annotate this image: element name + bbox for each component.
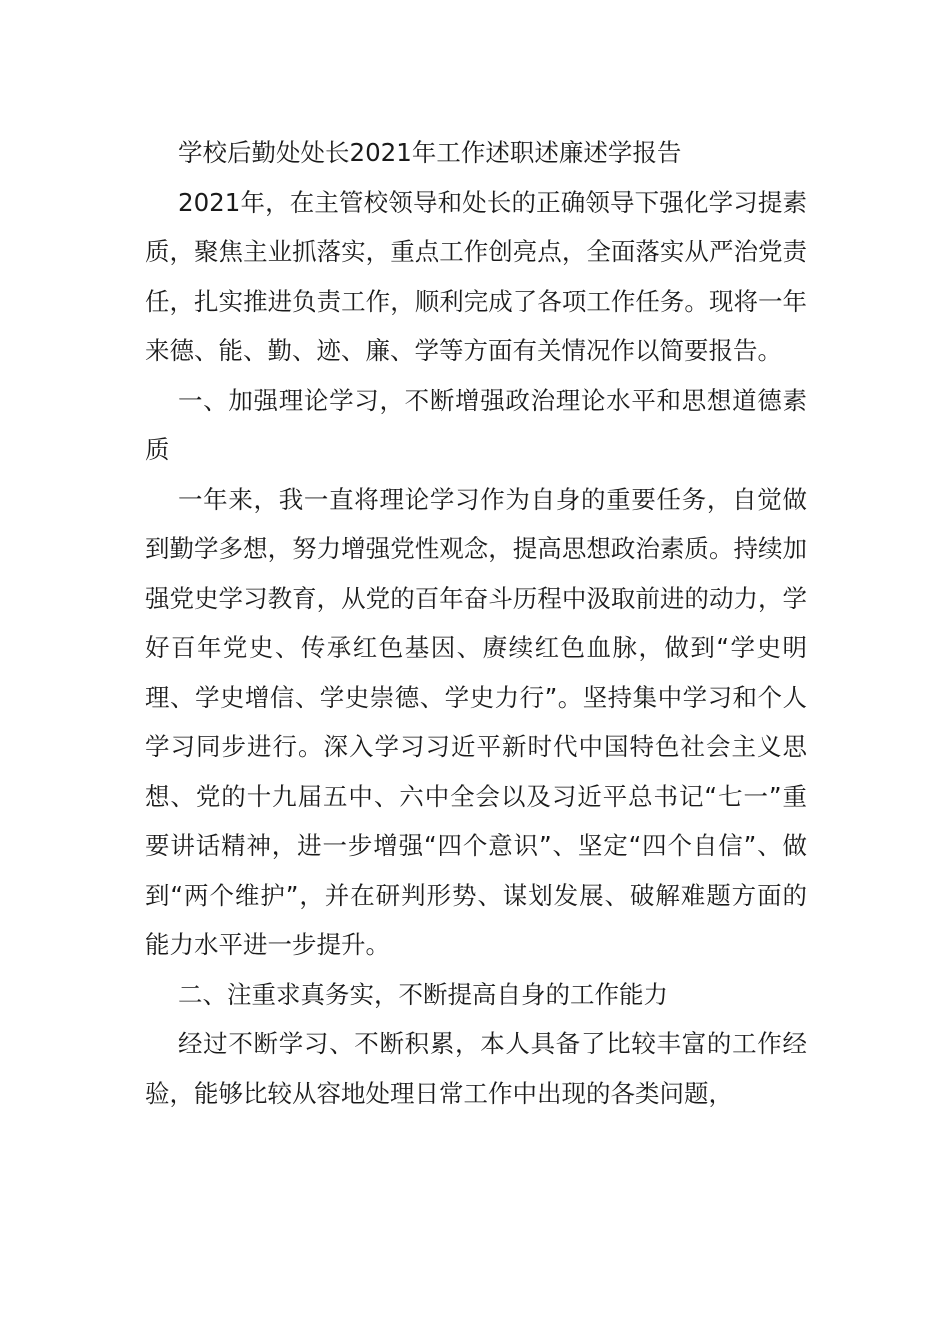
paragraph-intro: 2021年，在主管校领导和处长的正确领导下强化学习提素质，聚焦主业抓落实，重点工作创亮点，全面落实从严治党责任，扎实推进负责工作，顺利完成了各项工作任务。现将一年来德、能、勤、迹、廉、学等方面有关情况作以简要报告。 [145, 187, 807, 365]
document-body [145, 128, 807, 1118]
section-heading-1: 一、加强理论学习，不断增强政治理论水平和思想道德素质 [145, 385, 807, 464]
paragraph-section-1: 一年来，我一直将理论学习作为自身的重要任务，自觉做到勤学多想，努力增强党性观念，提高思想政治素质。持续加强党史学习教育，从党的百年奋斗历程中汲取前进的动力，学好百年党史、传承红色基因、赓续红色血脉，做到“学史明理、学史增信、学史崇德、学史力行”。坚持集中学习和个人学习同步进行。深入学习习近平新时代中国特色社会主义思想、党的十九届五中、六中全会以及习近平总书记“七一”重要讲话精神，进一步增强“四个意识”、坚定“四个自信”、做到“两个维护”，并在研判形势、谋划发展、破解难题方面的能力水平进一步提升。 [145, 484, 807, 959]
document-title: 学校后勤处处长2021年工作述职述廉述学报告 [178, 138, 682, 167]
section-heading-2: 二、注重求真务实，不断提高自身的工作能力 [178, 979, 668, 1009]
paragraph-section-2: 经过不断学习、不断积累，本人具备了比较丰富的工作经验，能够比较从容地处理日常工作中出现的各类问题， [145, 1029, 807, 1108]
